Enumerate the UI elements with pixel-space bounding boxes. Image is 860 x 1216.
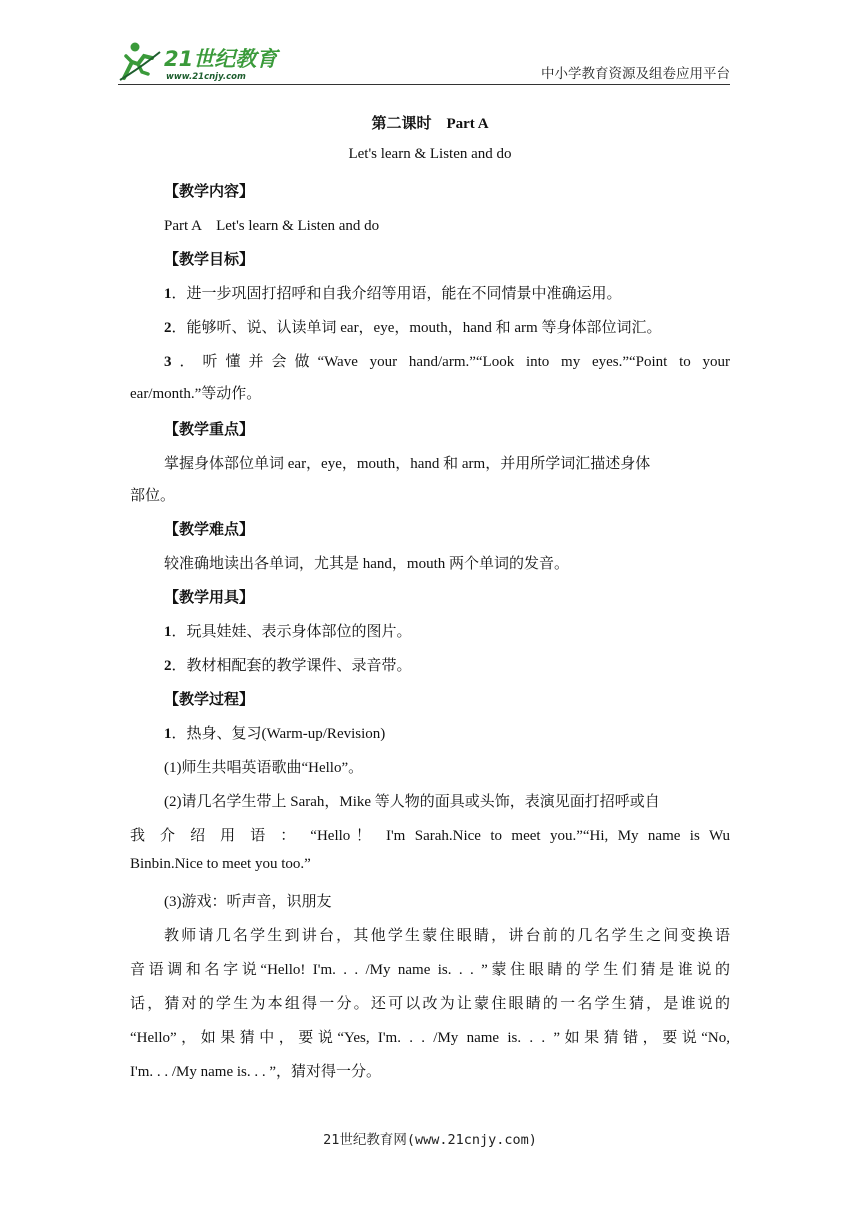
substep-2-line-3: Binbin.Nice to meet you too.” [130, 856, 311, 872]
substep-1: (1)师生共唱英语歌曲“Hello”。 [164, 760, 364, 776]
goal-2-text: ．能够听、说、认读单词 ear，eye，mouth，hand 和 arm 等身体部位词汇。 [171, 320, 662, 336]
goal-3-line-2: ear/month.”等动作。 [130, 386, 262, 402]
game-line-5: I'm. . . /My name is. . . ”，猜对得一分。 [130, 1064, 382, 1080]
key-line-1: 掌握身体部位单词 ear，eye，mouth，hand 和 arm，并用所学词汇描述身体 [164, 456, 651, 472]
tool-1-text: ．玩具娃娃、表示身体部位的图片。 [171, 624, 412, 640]
tool-1-num: 1 [164, 624, 172, 640]
substep-2-line-2: 我 介 绍 用 语 ： “Hello！ I'm Sarah.Nice to meet you.”“Hi, My name is Wu [130, 828, 730, 844]
substep-3: (3)游戏：听声音，识朋友 [164, 894, 332, 910]
tool-2-num: 2 [164, 658, 172, 674]
goals-heading: 【教学目标】 [164, 252, 255, 268]
step-1 [130, 722, 730, 743]
content-heading: 【教学内容】 [164, 184, 255, 200]
key-heading: 【教学重点】 [164, 422, 255, 438]
page-footer: 21世纪教育网(www.21cnjy.com) [323, 1132, 537, 1148]
goal-1 [130, 282, 730, 303]
lesson-title: 第二课时 Part A [371, 116, 489, 132]
game-line-2: 音语调和名字说“Hello! I'm. . . /My name is. . . ”蒙住眼睛的学生们猜是谁说的 [130, 962, 730, 978]
goal-3-num: 3 [164, 354, 172, 370]
goal-2-num: 2 [164, 320, 172, 336]
page-header [118, 38, 730, 86]
tool-2-text: ．教材相配套的教学课件、录音带。 [171, 658, 412, 674]
platform-text: 中小学教育资源及组卷应用平台 [541, 66, 730, 82]
header-divider [118, 84, 730, 85]
lesson-subtitle: Let's learn & Listen and do [348, 146, 512, 162]
logo-text: 21世纪教育 [164, 47, 278, 71]
content-text: Part A Let's learn & Listen and do [164, 218, 380, 234]
tools-heading: 【教学用具】 [164, 590, 255, 606]
game-line-3: 话，猜对的学生为本组得一分。还可以改为让蒙住眼睛的一名学生猜，是谁说的 [130, 996, 730, 1012]
goal-1-text: ．进一步巩固打招呼和自我介绍等用语，能在不同情景中准确运用。 [171, 286, 622, 302]
tool-1 [130, 620, 730, 641]
game-line-1: 教师请几名学生到讲台，其他学生蒙住眼睛，讲台前的几名学生之间变换语 [164, 928, 730, 944]
goal-3-text: ．听懂并会做“Wave your hand/arm.”“Look into my eyes.”“Point to your [171, 354, 730, 370]
goal-1-num: 1 [164, 286, 172, 302]
goal-2 [130, 316, 730, 337]
difficulty-text: 较准确地读出各单词，尤其是 hand，mouth 两个单词的发音。 [164, 556, 569, 572]
difficulty-heading: 【教学难点】 [164, 522, 255, 538]
21cnjy-logo [118, 38, 288, 84]
tool-2 [130, 654, 730, 675]
step-1-num: 1 [164, 726, 172, 742]
key-line-2: 部位。 [130, 488, 176, 504]
logo-url: www.21cnjy.com [166, 72, 246, 82]
game-line-4: “Hello”，如果猜中，要说“Yes, I'm. . . /My name is. . . ”如果猜错，要说“No, [130, 1030, 730, 1046]
substep-2-line-1: (2)请几名学生带上 Sarah，Mike 等人物的面具或头饰，表演见面打招呼或自 [164, 794, 660, 810]
process-heading: 【教学过程】 [164, 692, 255, 708]
goal-3-line-1 [130, 350, 730, 370]
step-1-text: ．热身、复习(Warm-up/Revision) [171, 726, 386, 742]
